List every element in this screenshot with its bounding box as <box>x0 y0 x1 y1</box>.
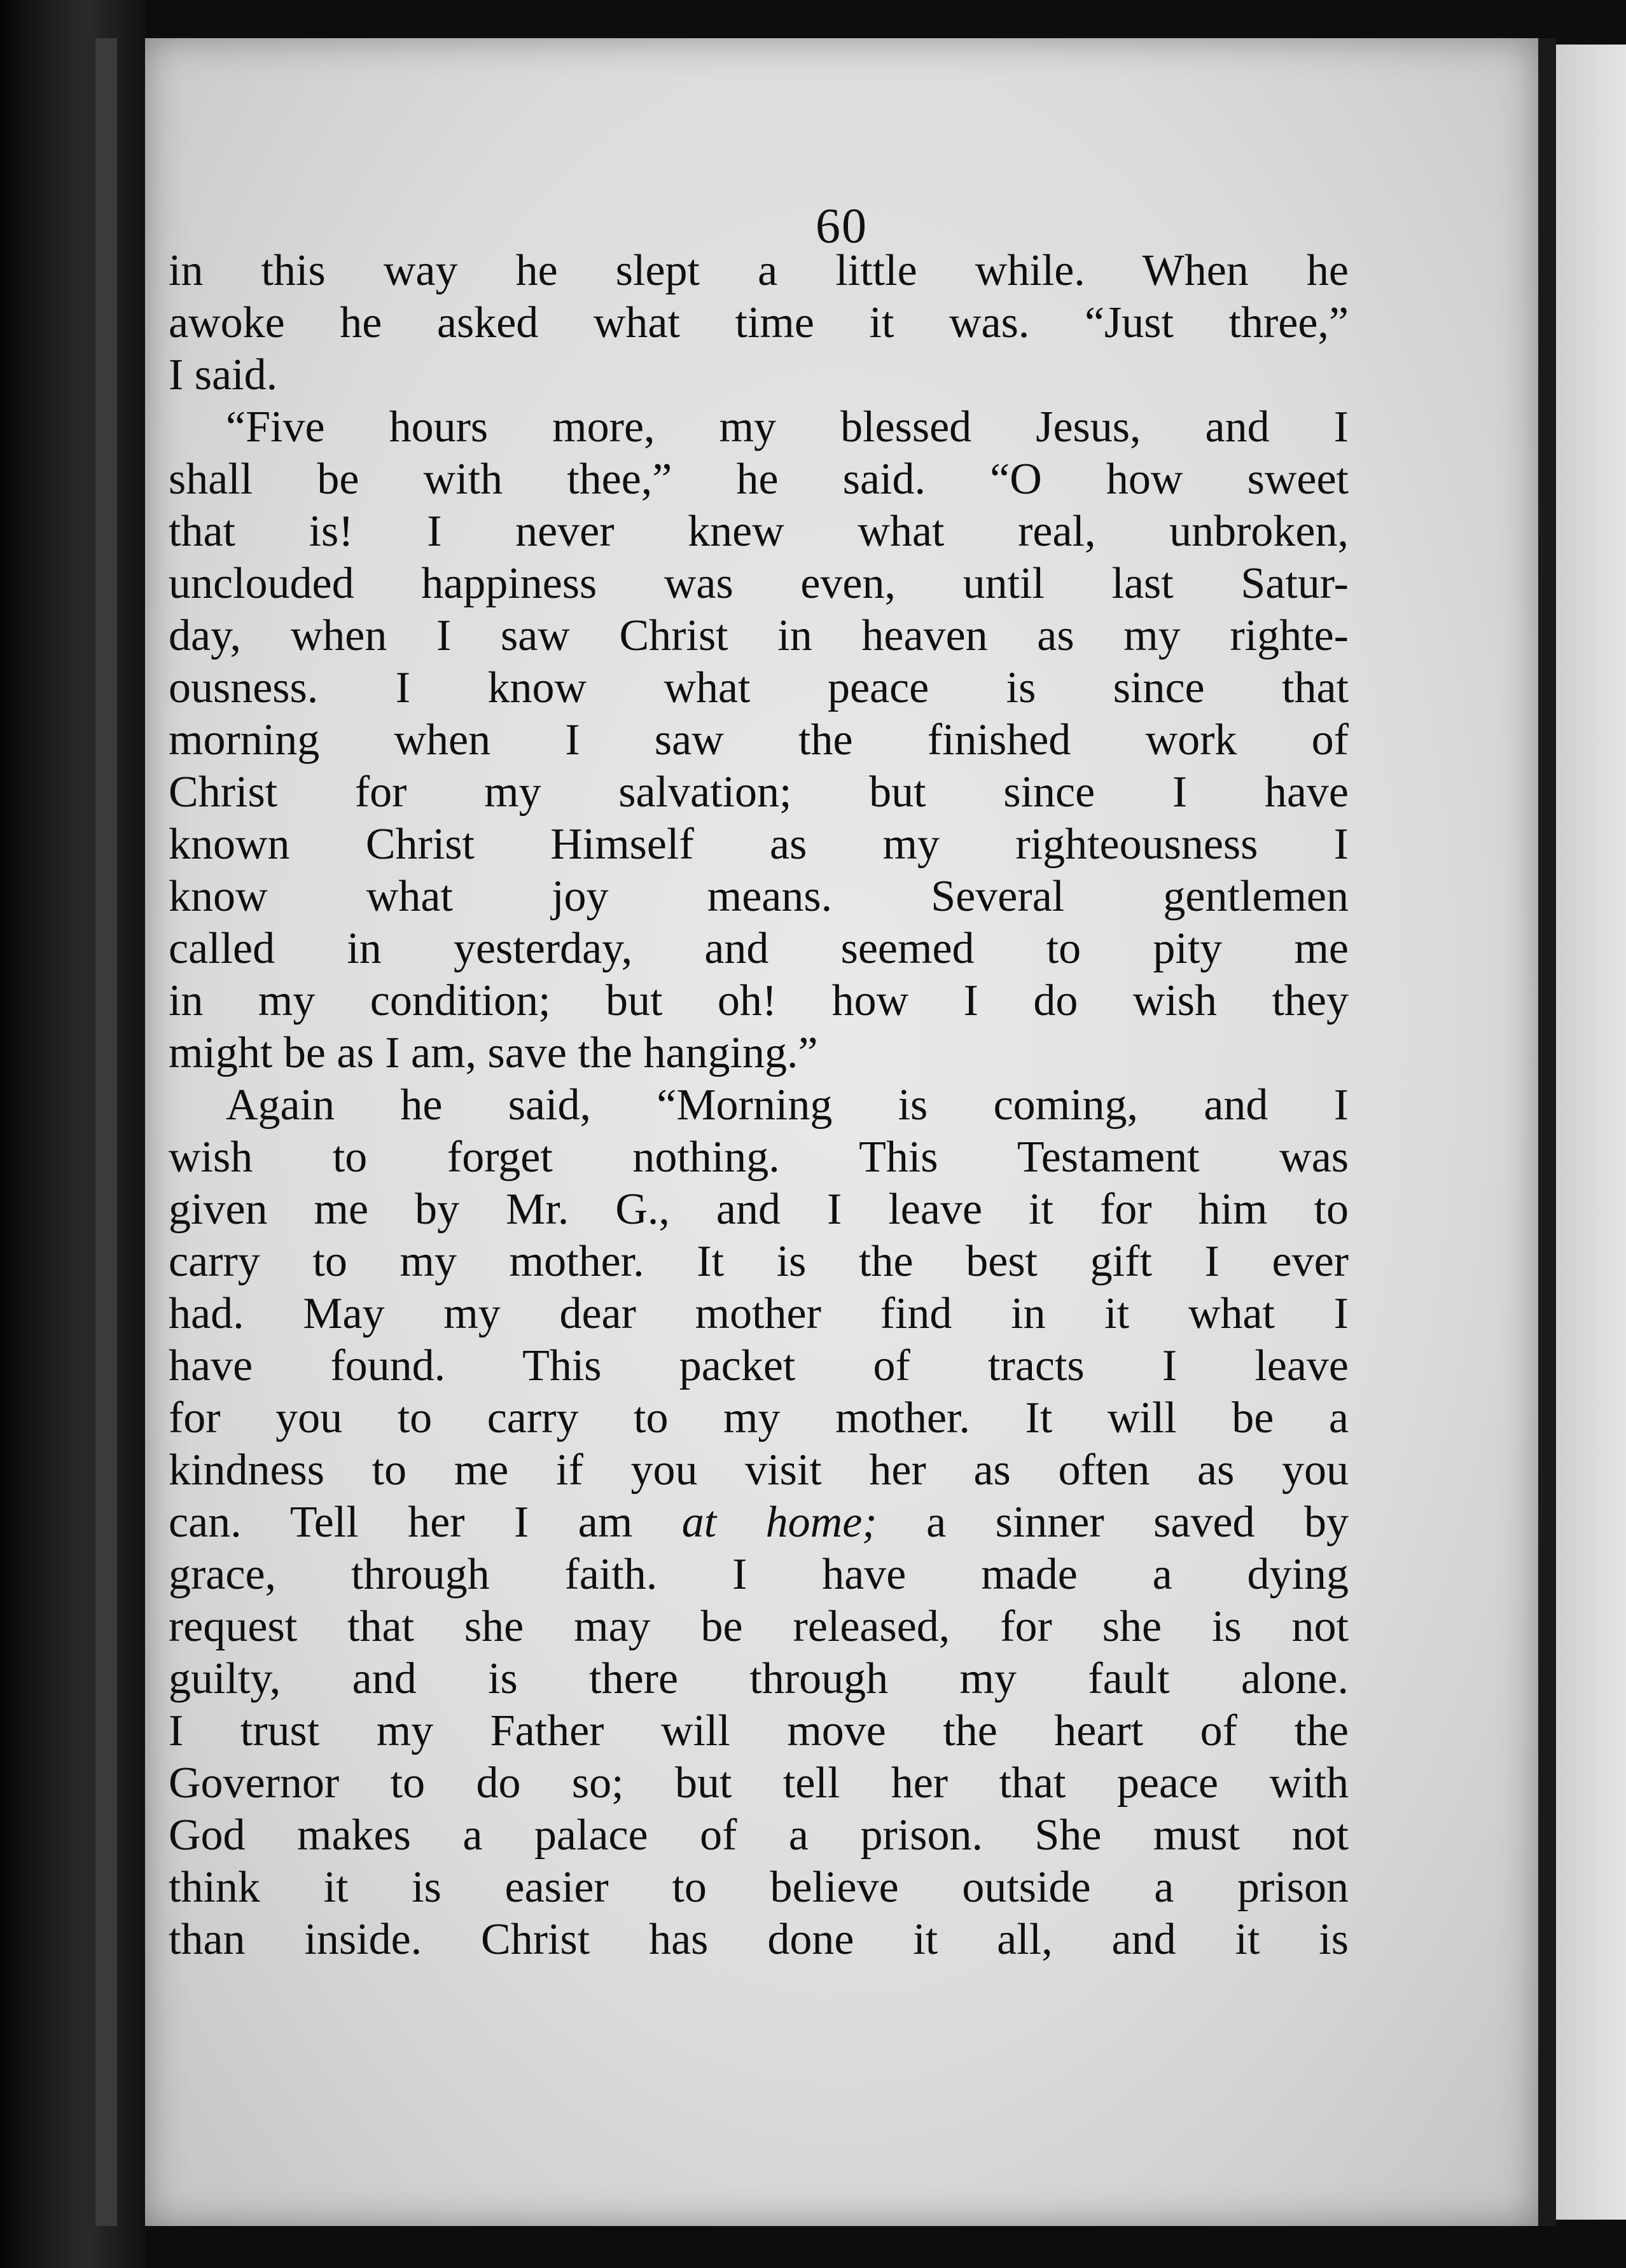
book-binding <box>0 0 146 2268</box>
page-number: 60 <box>816 198 868 253</box>
text-line: carry to my mother. It is the best gift I ever <box>169 1237 1349 1286</box>
text-line: morning when I saw the finished work of <box>169 716 1349 764</box>
text-line: I trust my Father will move the heart of the <box>169 1706 1349 1755</box>
text-line: had. May my dear mother find in it what I <box>169 1289 1349 1338</box>
text-line: unclouded happiness was even, until last Satur- <box>169 559 1349 608</box>
text-line: think it is easier to believe outside a prison <box>169 1863 1349 1912</box>
text-line: request that she may be released, for she is not <box>169 1602 1349 1651</box>
text-line: given me by Mr. G., and I leave it for him to <box>169 1185 1349 1234</box>
text-line: ousness. I know what peace is since that <box>169 663 1349 712</box>
text-line: have found. This packet of tracts I leave <box>169 1341 1349 1390</box>
page-body-text <box>169 245 1349 1966</box>
text-line: Again he said, “Morning is coming, and I <box>226 1081 1349 1130</box>
text-line: in this way he slept a little while. When he <box>169 246 1349 295</box>
text-line: that is! I never knew what real, unbroken, <box>169 507 1349 556</box>
text-line: shall be with thee,” he said. “O how sweet <box>169 455 1349 504</box>
text-line: wish to forget nothing. This Testament was <box>169 1133 1349 1182</box>
text-line: for you to carry to my mother. It will be a <box>169 1393 1349 1442</box>
text-line: called in yesterday, and seemed to pity me <box>169 924 1349 973</box>
text-line: Christ for my salvation; but since I have <box>169 768 1349 817</box>
text-line: I said. <box>169 350 278 399</box>
text-line: in my condition; but oh! how I do wish they <box>169 976 1349 1025</box>
text-line: known Christ Himself as my righteousness I <box>169 820 1349 869</box>
text-line: awoke he asked what time it was. “Just three,” <box>169 298 1349 347</box>
text-line: day, when I saw Christ in heaven as my righte- <box>169 611 1349 660</box>
italic-text: at home; <box>681 1498 877 1547</box>
text-line: than inside. Christ has done it all, and it is <box>169 1915 1349 1964</box>
text-line: grace, through faith. I have made a dying <box>169 1550 1349 1599</box>
binding-edge <box>95 38 117 2226</box>
text-line: might be as I am, save the hanging.” <box>169 1028 818 1077</box>
text-line: “Five hours more, my blessed Jesus, and I <box>226 403 1349 452</box>
text-line <box>169 1497 1349 1549</box>
text-line: kindness to me if you visit her as often as you <box>169 1446 1349 1495</box>
text-segment: a sinner saved by <box>877 1498 1349 1547</box>
text-line: Governor to do so; but tell her that peace with <box>169 1759 1349 1808</box>
text-line: God makes a palace of a prison. She must not <box>169 1811 1349 1860</box>
text-line: know what joy means. Several gentlemen <box>169 872 1349 921</box>
text-segment: can. Tell her I am <box>169 1498 682 1547</box>
page-gutter <box>1538 38 1556 2226</box>
adjacent-page-edge <box>1556 45 1626 2220</box>
text-line: guilty, and is there through my fault alone. <box>169 1654 1349 1703</box>
